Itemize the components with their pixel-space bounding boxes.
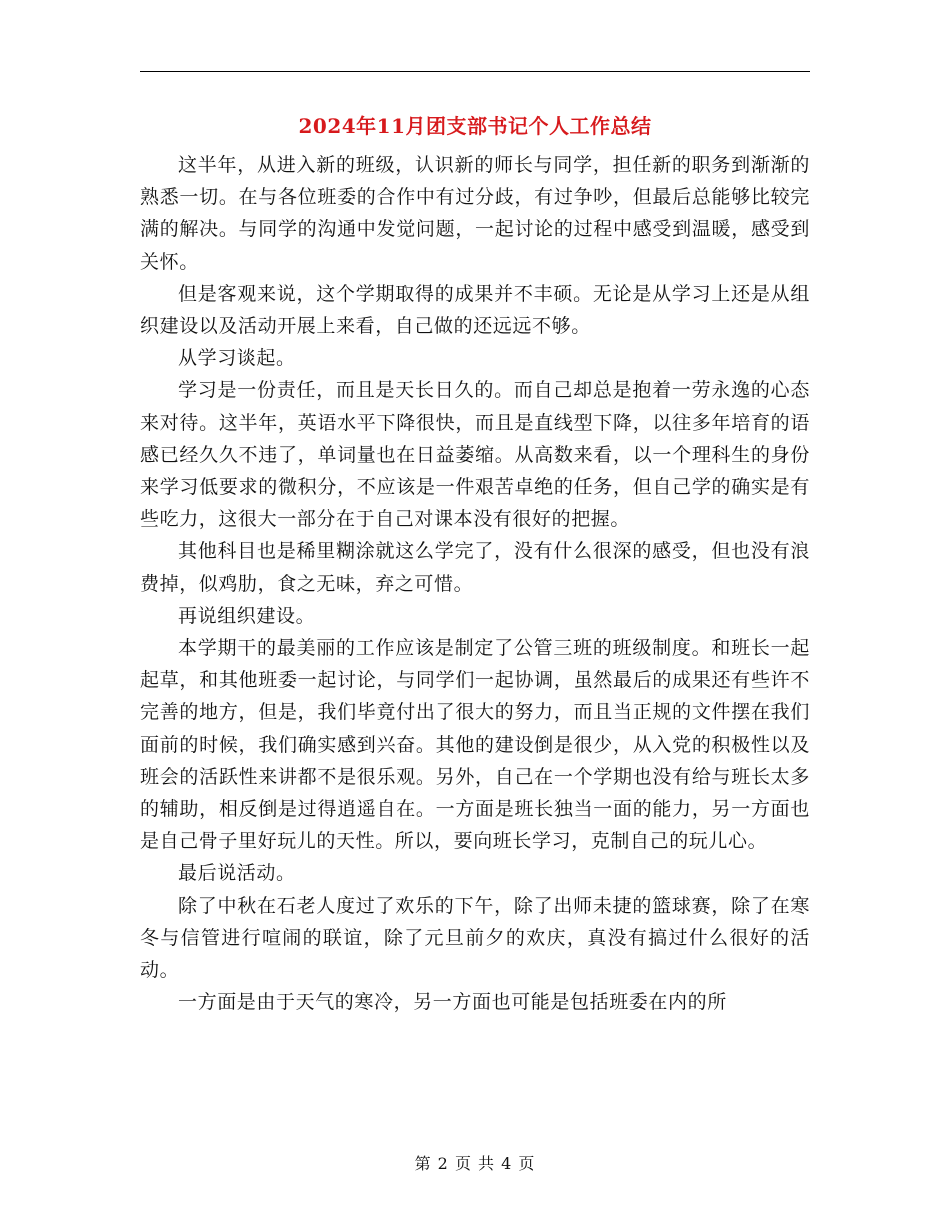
paragraph: 学习是一份责任，而且是天长日久的。而自己却总是抱着一劳永逸的心态来对待。这半年，英语水平下降很快，而且是直线型下降，以往多年培育的语感已经久久不违了，单词量也在日益萎缩。从高数来看，以一个理科生的身份来学习低要求的微积分，不应该是一件艰苦卓绝的任务，但自己学的确实是有些吃力，这很大一部分在于自己对课本没有很好的把握。: [140, 379, 810, 531]
paragraph: 除了中秋在石老人度过了欢乐的下午，除了出师未捷的篮球赛，除了在寒冬与信管进行喧闹的联谊，除了元旦前夕的欢庆，真没有搞过什么很好的活动。: [140, 894, 810, 982]
paragraph: 这半年，从进入新的班级，认识新的师长与同学，担任新的职务到渐渐的熟悉一切。在与各位班委的合作中有过分歧，有过争吵，但最后总能够比较完满的解决。与同学的沟通中发觉问题，一起讨论的过程中感受到温暖，感受到关怀。: [140, 154, 810, 273]
section-heading: 从学习谈起。: [178, 347, 296, 370]
document-title: 2024年11月团支部书记个人工作总结: [298, 114, 652, 138]
paragraph: 本学期干的最美丽的工作应该是制定了公管三班的班级制度。和班长一起起草，和其他班委一起讨论，与同学们一起协调，虽然最后的成果还有些许不完善的地方，但是，我们毕竟付出了很大的努力，而且当正规的文件摆在我们面前的时候，我们确实感到兴奋。其他的建设倒是很少，从入党的积极性以及班会的活跃性来讲都不是很乐观。另外，自己在一个学期也没有给与班长太多的辅助，相反倒是过得逍遥自在。一方面是班长独当一面的能力，另一方面也是自己骨子里好玩儿的天性。所以，要向班长学习，克制自己的玩儿心。: [140, 637, 810, 853]
paragraph: 但是客观来说，这个学期取得的成果并不丰硕。无论是从学习上还是从组织建设以及活动开展上来看，自己做的还远远不够。: [140, 282, 810, 338]
header-rule: [140, 71, 810, 72]
page-number: 第 2 页 共 4 页: [414, 1154, 536, 1173]
paragraph: 一方面是由于天气的寒冷，另一方面也可能是包括班委在内的所: [178, 991, 727, 1014]
section-heading: 最后说活动。: [178, 862, 296, 885]
document-body: [140, 149, 810, 1018]
section-heading: 再说组织建设。: [178, 604, 316, 627]
paragraph: 其他科目也是稀里糊涂就这么学完了，没有什么很深的感受，但也没有浪费掉，似鸡肋，食之无味，弃之可惜。: [140, 540, 810, 595]
